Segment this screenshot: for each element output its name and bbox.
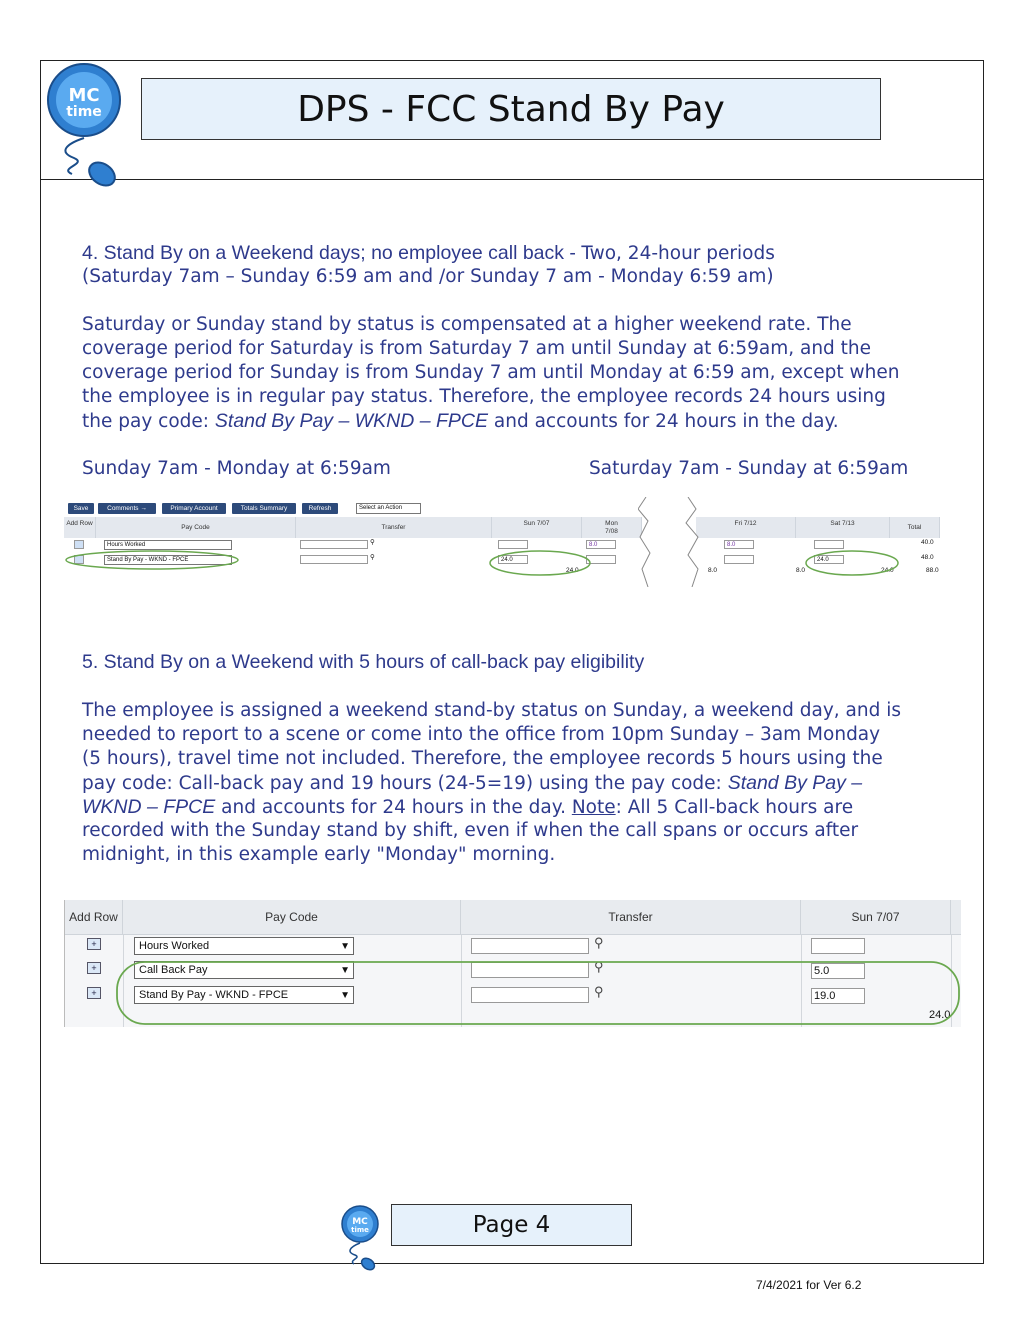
search-icon[interactable]: ⚲ <box>594 935 604 950</box>
section4-para-line5 <box>82 409 839 434</box>
col-sat: Sat 7/13 <box>796 517 890 538</box>
section5-line5 <box>82 795 853 820</box>
col-pay-code: Pay Code <box>96 517 296 538</box>
section5-line5-post: : All 5 Call-back hours are <box>615 797 854 818</box>
sun-input-row3[interactable]: 19.0 <box>811 988 865 1004</box>
svg-text:MC: MC <box>68 85 100 106</box>
search-icon[interactable]: ⚲ <box>370 554 375 561</box>
add-row-icon[interactable]: + <box>87 962 101 974</box>
total-row2: 48.0 <box>921 554 934 561</box>
section4-para-line3: coverage period for Sunday is from Sunday 7 am until Monday at 6:59 am, except when <box>82 362 900 383</box>
col-transfer: Transfer <box>296 517 492 538</box>
section4-paycode: Stand By Pay – WKND – FPCE <box>214 410 488 432</box>
version-date: 7/4/2021 for Ver 6.2 <box>756 1278 862 1292</box>
search-icon[interactable]: ⚲ <box>594 959 604 974</box>
save-button[interactable]: Save <box>68 503 94 514</box>
sat-input-row2[interactable]: 24.0 <box>814 555 844 564</box>
section5-heading-line <box>82 650 644 675</box>
section4-heading-line <box>82 241 775 266</box>
timesheet-callback <box>64 900 961 1027</box>
fri-total: 8.0 <box>796 567 806 574</box>
totals-summary-button[interactable]: Totals Summary <box>232 503 296 514</box>
total-row1: 40.0 <box>921 539 934 546</box>
comments-button[interactable]: Comments → <box>98 503 156 514</box>
caption-saturday: Saturday 7am - Sunday at 6:59am <box>589 458 909 479</box>
refresh-button[interactable]: Refresh <box>302 503 338 514</box>
sun-input-row2[interactable]: 5.0 <box>811 963 865 979</box>
section4-heading: 4. Stand By on a Weekend days; no employee call back - <box>82 242 582 264</box>
primary-account-button[interactable]: Primary Account <box>162 503 226 514</box>
sun-total: 24.0 <box>566 567 579 574</box>
grand-total: 88.0 <box>926 567 939 574</box>
page-title: DPS - FCC Stand By Pay <box>141 78 881 140</box>
section5-line7: midnight, in this example early "Monday" morning. <box>82 844 556 865</box>
timesheet-weekend <box>64 497 944 587</box>
svg-text:time: time <box>351 1226 369 1234</box>
add-row-icon[interactable]: + <box>87 987 101 999</box>
fri-input-row1[interactable]: 8.0 <box>724 540 754 549</box>
header-divider <box>40 179 984 180</box>
mc-time-footer-logo-icon <box>340 1204 380 1272</box>
page-number: Page 4 <box>391 1204 632 1246</box>
section4-paycode-label: the pay code: <box>82 411 215 432</box>
section4-periods: (Saturday 7am – Sunday 6:59 am and /or Sunday 7 am - Monday 6:59 am) <box>82 266 774 287</box>
section4-para-line1: Saturday or Sunday stand by status is compensated at a higher weekend rate. The <box>82 314 852 335</box>
caption-sunday: Sunday 7am - Monday at 6:59am <box>82 458 391 479</box>
section5-line4-text: pay code: Call-back pay and 19 hours (24-5=19) using the pay code: <box>82 773 728 794</box>
paycode-select-row1[interactable]: Hours Worked <box>104 540 232 550</box>
section4-para-line4: the employee is in regular pay status. Therefore, the employee records 24 hours using <box>82 386 886 407</box>
fri-prev-total: 8.0 <box>708 567 718 574</box>
section4-para-line2: coverage period for Saturday is from Saturday 7 am until Sunday at 6:59am, and the <box>82 338 872 359</box>
col-add-row: Add Row <box>64 517 96 538</box>
col-sun: Sun 7/07 <box>492 517 582 538</box>
mc-time-logo-icon <box>44 60 124 192</box>
col-add-row: Add Row <box>65 900 123 935</box>
add-row-icon[interactable]: + <box>87 938 101 950</box>
svg-text:time: time <box>66 104 102 120</box>
sat-total: 24.0 <box>881 567 894 574</box>
section5-line4 <box>82 771 862 796</box>
col-sun: Sun 7/07 <box>801 900 951 935</box>
sun-input-row2[interactable]: 24.0 <box>498 555 528 564</box>
svg-text:MC: MC <box>352 1217 368 1227</box>
paycode-select-row2[interactable]: Stand By Pay - WKND - FPCE <box>104 555 232 565</box>
col-pay-code: Pay Code <box>123 900 461 935</box>
section5-line1: The employee is assigned a weekend stand-by status on Sunday, a weekend day, and is <box>82 700 901 721</box>
section5-paycode-part2: WKND – FPCE <box>82 796 216 818</box>
col-mon: Mon 7/08 <box>582 517 642 538</box>
search-icon[interactable]: ⚲ <box>370 539 375 546</box>
paycode-select-row1[interactable]: Hours Worked ▼ <box>134 937 354 955</box>
section5-paycode-part1: Stand By Pay – <box>727 772 863 794</box>
col-fri: Fri 7/12 <box>696 517 796 538</box>
mon-input-row1[interactable]: 8.0 <box>586 540 616 549</box>
sun-total: 24.0 <box>929 1009 951 1021</box>
section5-line6: recorded with the Sunday stand by shift, even if when the call spans or occurs after <box>82 820 859 841</box>
highlight-ovals <box>64 497 944 587</box>
section5-line5-mid: and accounts for 24 hours in the day. <box>215 797 572 818</box>
section5-line2: needed to report to a scene or come into the office from 10pm Sunday – 3am Monday <box>82 724 881 745</box>
col-total: Total <box>890 517 940 538</box>
section5-heading: 5. Stand By on a Weekend with 5 hours of call-back pay eligibility <box>82 651 645 673</box>
paycode-select-row3[interactable]: Stand By Pay - WKND - FPCE ▼ <box>134 986 354 1004</box>
highlight-oval <box>65 900 961 1027</box>
section5-line3: (5 hours), travel time not included. Therefore, the employee records 5 hours using the <box>82 748 883 769</box>
col-transfer: Transfer <box>461 900 801 935</box>
search-icon[interactable]: ⚲ <box>594 984 604 999</box>
section4-heading-rest: Two, 24-hour periods <box>581 243 775 264</box>
section4-paycode-after: and accounts for 24 hours in the day. <box>488 411 839 432</box>
paycode-select-row2[interactable]: Call Back Pay ▼ <box>134 961 354 979</box>
action-select[interactable]: Select an Action <box>356 503 421 514</box>
note-label: Note <box>571 797 616 818</box>
